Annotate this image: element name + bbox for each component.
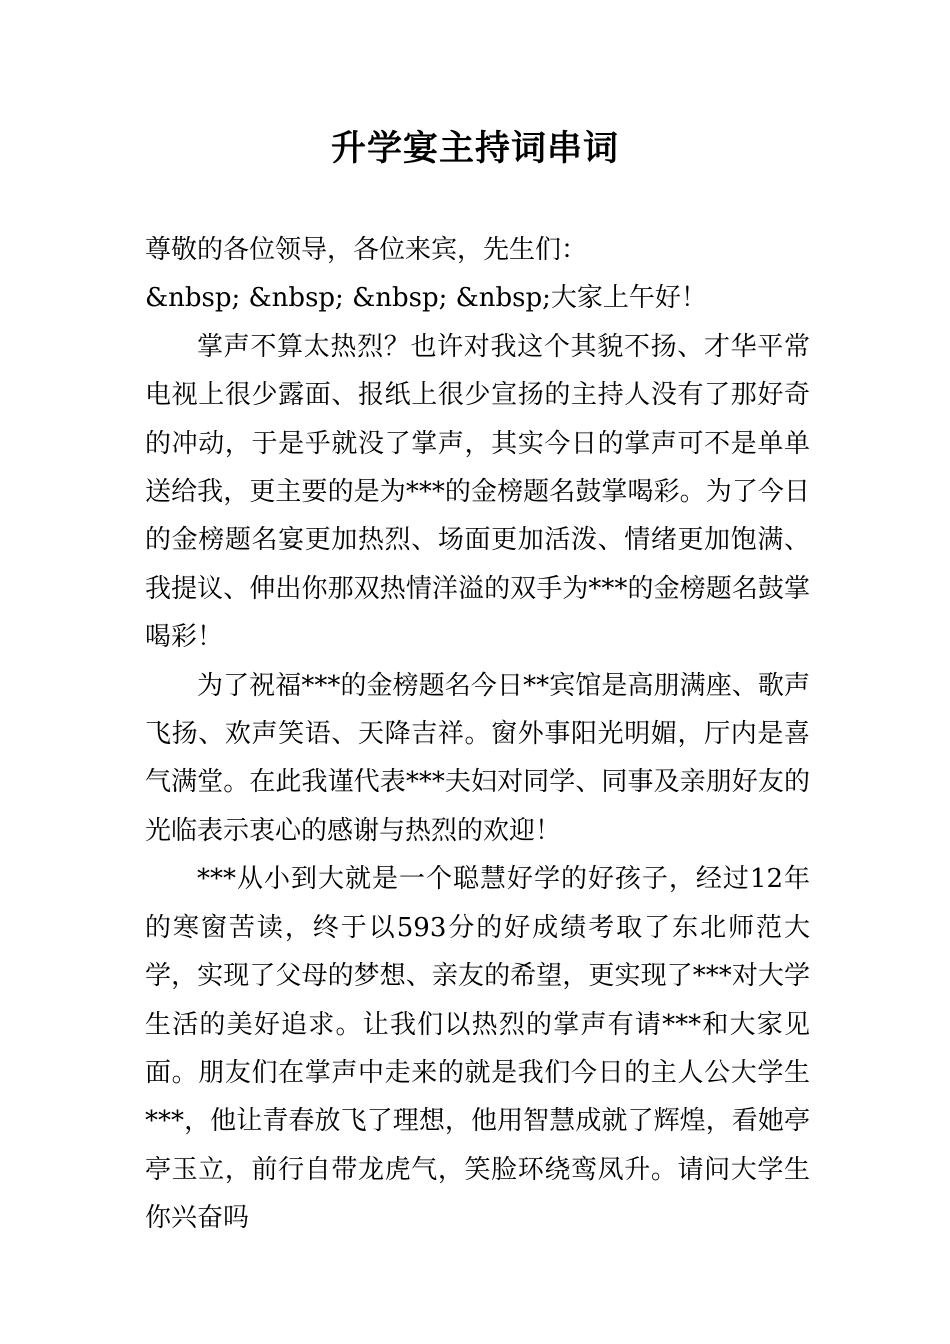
- document-body: [145, 226, 810, 1243]
- document-title: 升学宴主持词串词: [330, 128, 619, 169]
- greeting: &nbsp; &nbsp; &nbsp; &nbsp;大家上午好！: [145, 283, 707, 314]
- paragraph-applause: 掌声不算太热烈？也许对我这个其貌不扬、才华平常电视上很少露面、报纸上很少宣扬的主持人没有了那好奇的冲动，于是乎就没了掌声，其实今日的掌声可不是单单送给我，更主要的是为***的金榜题名鼓掌喝彩。为了今日的金榜题名宴更加热烈、场面更加活泼、情绪更加饱满、我提议、伸出你那双热情洋溢的双手为***的金榜题名鼓掌喝彩！: [145, 331, 810, 653]
- paragraph-introduction: ***从小到大就是一个聪慧好学的好孩子，经过12年的寒窗苦读，终于以593分的好成绩考取了东北师范大学，实现了父母的梦想、亲友的希望，更实现了***对大学生活的美好追求。让我们以热烈的掌声有请***和大家见面。朋友们在掌声中走来的就是我们今日的主人公大学生***，他让青春放飞了理想，他用智慧成就了辉煌，看她亭亭玉立，前行自带龙虎气，笑脸环绕鸾凤升。请问大学生你兴奋吗: [145, 864, 810, 1234]
- salutation: 尊敬的各位领导，各位来宾，先生们：: [145, 235, 588, 265]
- paragraph-blessing: 为了祝福***的金榜题名今日**宾馆是高朋满座、歌声飞扬、欢声笑语、天降吉祥。窗外事阳光明媚，厅内是喜气满堂。在此我谨代表***夫妇对同学、同事及亲朋好友的光临表示衷心的感谢与热烈的欢迎！: [145, 670, 810, 846]
